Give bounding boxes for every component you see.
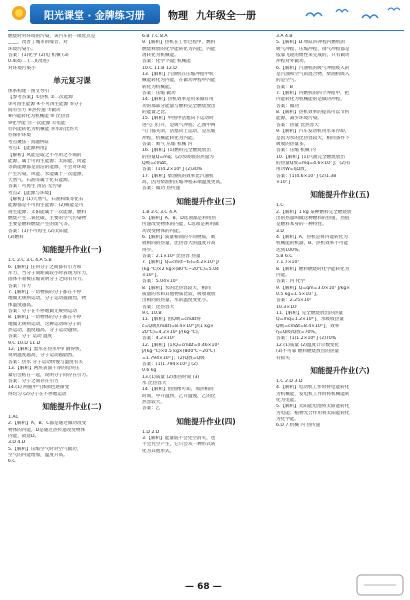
page-number: — 68 — bbox=[185, 582, 222, 592]
answer-line: 答案：做功 bbox=[276, 103, 299, 109]
answer-line: 气门都关闭，活塞向上运动，是压缩 bbox=[142, 129, 216, 135]
answer-line: 考点2 【能源与环境】 bbox=[8, 190, 54, 196]
answer-line: 5.【解析】压缩空气时对空气做功， bbox=[8, 446, 82, 452]
answer-line: 能源都是不可再生能源；(2)核能是可 bbox=[8, 203, 84, 209]
answer-line: 1.AC bbox=[8, 414, 19, 420]
answer-line: 答案：(1)1.794×10⁵ J (2) bbox=[142, 361, 198, 367]
answer-line: 燃烧释放的化学能转化为内能，内能 bbox=[142, 46, 216, 52]
answer-line: 6.【解析】质量相同的不同物质，吸 bbox=[142, 234, 216, 240]
answer-line: 是因为水的比热容较大，相同条件下 bbox=[276, 135, 350, 141]
answer-line: 7.【解析】内燃机的四个冲程中，把 bbox=[276, 91, 350, 97]
answer-stamp-icon bbox=[356, 574, 404, 596]
answer-line: 吸气冲程、压缩冲程、排气冲程都是 bbox=[276, 46, 350, 52]
answer-line: 达到100%。 bbox=[276, 247, 303, 253]
answer-line: 【参考答案】①热机 ②二次能源 bbox=[8, 95, 73, 101]
series-title: 阳光课堂 · 金牌练习册 bbox=[44, 11, 145, 22]
answer-line: 3.A 4.B bbox=[276, 34, 293, 39]
answer-line: 9.【解析】Q=qm=3.0×10⁷ J/kg× bbox=[276, 285, 351, 291]
answer-line: 依靠飞轮的惯性来完成的，只有做功 bbox=[276, 53, 350, 59]
answer-line: 6.B 7.C 8.A bbox=[142, 34, 168, 39]
answer-line: 8.【解析】一切物体的分子都在不停 bbox=[8, 315, 82, 321]
answer-line: 13.【解析】两块表面干净的铅块压 bbox=[8, 366, 80, 372]
answer-line: 产生污染。风能、水能属于一次能源， bbox=[8, 171, 87, 177]
answer-line: =1.794×10⁵ J；(2)Q放=Q吸 bbox=[142, 355, 205, 361]
sun-logo-icon bbox=[8, 2, 30, 24]
answer-line: 斥力，当分子间距离较小时表现为斥力， bbox=[8, 271, 91, 276]
section-title: 知能提升作业(四) bbox=[176, 416, 236, 426]
grade-label: 九年级全一册 bbox=[196, 11, 256, 22]
answer-line: 答案：热水 分子运动快慢与温度有关 bbox=[8, 359, 83, 365]
answer-line: 化为其他形式。 bbox=[142, 448, 175, 454]
answer-line: 吸收的热量多。 bbox=[276, 141, 309, 147]
section-title: 知能提升作业(三) bbox=[176, 196, 236, 206]
answer-line: 2.【解析】1 kg 某种燃料完全燃烧放 bbox=[276, 209, 352, 215]
answer-line: 答案：压缩 机械 内 bbox=[276, 148, 316, 154]
answer-line: 12.【解析】墨水在热水中扩散得快， bbox=[8, 347, 85, 353]
answer-line: 4.【解析】电动机工作时将电能转化 bbox=[276, 385, 350, 391]
answer-line: 再转化为机械能。 bbox=[142, 53, 179, 59]
answer-line: 答案：分子 运动 温度 bbox=[8, 334, 53, 340]
answer-line: 地做无规则运动，这种运动叫分子的 bbox=[8, 321, 82, 327]
answer-column-1 bbox=[8, 34, 136, 578]
answer-column-2 bbox=[142, 34, 270, 578]
answer-column-3 bbox=[276, 34, 404, 578]
answer-line: 为电能；植物光合作用将太阳能转化 bbox=[276, 410, 350, 416]
answer-line: 8.【解析】水的比热容较大，相同 bbox=[142, 285, 211, 291]
answer-line: 0.5 kg=1.5×10⁷ J。 bbox=[276, 292, 321, 298]
answer-line: 内能，故选D。 bbox=[8, 433, 40, 439]
answer-line: 8.【解析】热机效率的提高可以节约 bbox=[276, 110, 350, 116]
answer-line: 高，因为柴油机压缩冲程末端温度更高。 bbox=[142, 179, 225, 185]
answer-line: 内能。 bbox=[276, 273, 290, 279]
answer-line: 地做无规则运动，分子运动越剧烈，物 bbox=[8, 296, 87, 302]
answer-line: 15.【解析】甲图中活塞向下运动时 bbox=[142, 116, 214, 122]
answer-line: (kg·℃)×2 kg×(80℃−20℃)=5.04 bbox=[142, 266, 219, 272]
answer-line: 答案：乙 bbox=[142, 406, 161, 412]
answer-line: 20℃)=4.2×10³ J/(kg·℃)。 bbox=[142, 330, 203, 336]
answer-line: 答案：(1)化学 (2)电 机械 (3) bbox=[8, 53, 69, 59]
answer-line: 答案：(1)4.6×10⁷ J (2)1.38 bbox=[276, 173, 337, 179]
answer-line: 7.1.7×10⁷ bbox=[276, 260, 300, 266]
answer-line: 间有引力 ⑥热传递 ⑦做功 bbox=[8, 108, 61, 114]
answer-line: 1.D 2.D bbox=[142, 429, 160, 435]
answer-line: ×10⁷ J bbox=[276, 179, 291, 185]
answer-line: 2.【解析】A、B、C都是通过做功改变 bbox=[8, 421, 87, 427]
answer-line: 16.【解析】(1)燃料完全燃烧放出 bbox=[142, 148, 211, 154]
answer-line: 空气的内能增加，温度升高。 bbox=[8, 452, 68, 458]
answer-line: 10.3×10⁷ bbox=[276, 304, 298, 310]
section-title: 知能提升作业(六) bbox=[310, 365, 370, 375]
answer-line: 5.【解析】A、B、D选项都是利用热 bbox=[142, 215, 216, 221]
answer-line: 10.C 11.B 12.D bbox=[142, 65, 177, 71]
answer-line: 固体不易被压缩说明分子之间有斥力。 bbox=[8, 277, 87, 283]
answer-line: 0.4(4)二 (二)(改进) bbox=[8, 59, 49, 65]
answer-line: 功改变物体的内能。 bbox=[142, 228, 184, 234]
answer-line: 答案：(1)不可再生 (2)太阳能 bbox=[8, 228, 69, 234]
answer-line: 主要是燃料燃烧产生的废气等。 bbox=[8, 222, 73, 228]
answer-line: 0.6 kg bbox=[142, 368, 157, 374]
answer-line: (3)燃料 bbox=[8, 234, 24, 240]
answer-line: 出相同的热量，水的温度变化小。 bbox=[142, 298, 211, 304]
answer-line: 功的那部分能量与燃料完全燃烧放出 bbox=[142, 103, 216, 109]
section-title: 知能提升作业(二) bbox=[42, 401, 102, 411]
answer-line: 出的热量叫做这种燃料的热值，热值 bbox=[276, 215, 350, 221]
answer-line: 答案：(1)1.2×10⁶ J (2)70% bbox=[276, 336, 337, 342]
answer-line: 11.【解析】由Q吸=cmΔt得 bbox=[142, 317, 201, 323]
answer-line: 冲程，机械能转化为内能。 bbox=[142, 135, 198, 141]
answer-line: ×10⁵ J。 bbox=[142, 273, 161, 279]
answer-line: Q=mq=1.2×10⁶ J，水吸收热量 bbox=[276, 317, 344, 323]
answer-line: 能源，属于可再生能源；太阳能、风能 bbox=[8, 158, 87, 164]
answer-line: 的热量Q放=mq=4.6×10⁷ J；(2)有 bbox=[276, 160, 351, 166]
answer-line: ⑬内能转化为机械能 ⑭水的比热大 bbox=[8, 127, 79, 133]
section-title: 知能提升作业(五) bbox=[310, 190, 370, 200]
answer-line: 对环境污染小 bbox=[8, 65, 36, 71]
answer-line: 9.C 10.B bbox=[142, 311, 162, 317]
answer-line: 14.【解析】由图像可知，加热相同 bbox=[142, 387, 214, 393]
answer-line: 6.【解析】任何分子之间都有引力和 bbox=[8, 264, 82, 270]
answer-line: 水 比热容大 bbox=[142, 380, 167, 386]
answer-line: 收相同的热量，比热容大的温度升高 bbox=[142, 241, 216, 247]
answer-line: 为机械能，发电机工作时将机械能转 bbox=[276, 391, 350, 397]
answer-line: 等新能源都是清洁的能源，不会对环境 bbox=[8, 165, 87, 171]
answer-line: 再生能源；太阳能属于一次能源，燃料 bbox=[8, 209, 87, 215]
header-rule bbox=[8, 30, 404, 31]
answer-line: 时间，甲升温快，乙升温慢，乙的比 bbox=[142, 393, 216, 399]
answer-line: 8.【解析】燃料燃烧时化学能转化为 bbox=[276, 266, 350, 272]
answer-line: Q吸=cmΔt=8.4×10⁵ J，效率 bbox=[276, 323, 340, 329]
answer-line: 考点聚焦 · 真题例证 bbox=[8, 139, 50, 145]
answer-line: 9.【解析】热机在工作过程中，燃料 bbox=[142, 40, 216, 46]
answer-line: 冲程对外做功。 bbox=[276, 59, 309, 65]
answer-line: 10.【解析】(1)汽油完全燃烧放出 bbox=[276, 154, 345, 160]
answer-line: 为化学能。 bbox=[276, 416, 299, 422]
answer-line: 机械能的机器，B、热机效率不可能 bbox=[276, 241, 349, 247]
answer-line: 答案：压缩 做功 bbox=[142, 91, 176, 97]
page-header bbox=[0, 0, 410, 30]
answer-line: 的能量之比。 bbox=[142, 110, 170, 116]
answer-line: ⑧内能转化为机械能 ⑨ 比热容 bbox=[8, 114, 70, 120]
answer-line: 9.【解析】汽车发动机用水来冷却， bbox=[276, 129, 350, 135]
answer-line: 7.【解析】Q=cm(t−t₀)=4.2×10³ J/ bbox=[142, 260, 220, 266]
answer-line: 答案：5.04×10⁵ bbox=[142, 279, 178, 285]
answer-line: 5.B 6.C bbox=[276, 254, 293, 259]
answer-line: 转化为机械能。 bbox=[142, 84, 175, 90]
answer-line: 体温度越高。 bbox=[8, 302, 36, 308]
answer-line: 1.C bbox=[276, 203, 284, 209]
answer-line: 1.C 2.D 3.D bbox=[276, 378, 303, 384]
answer-line: 6.C bbox=[8, 459, 16, 465]
answer-line: 9.C 10.D 11.D bbox=[8, 340, 41, 346]
answer-line: 是汽油和空气的混合物，柴油机吸入 bbox=[276, 72, 350, 78]
answer-line: 是燃料本身的一种特性。 bbox=[276, 222, 327, 228]
answer-line: 燃烧产生二氧化碳，主要的空气污染物 bbox=[8, 215, 87, 221]
answer-line: 7.【解析】一切物质的分子都在不停 bbox=[8, 290, 82, 296]
answer-line: 内能转化为机械能的是做功冲程。 bbox=[276, 97, 345, 103]
answer-line: 用功W=ηQ放。 bbox=[276, 167, 310, 173]
answer-line: 答案：B bbox=[276, 84, 293, 90]
answer-line: 答案：化学 内能 机械能 bbox=[142, 59, 191, 65]
answer-line: 得均匀 (2)分子在不停地运动 bbox=[8, 391, 67, 397]
answer-line: 3.D bbox=[276, 228, 284, 234]
answer-line: 答案：可再生 清洁 无污染 bbox=[8, 184, 62, 190]
answer-line: 3.【解析】能量既不会凭空消失，也 bbox=[142, 435, 216, 441]
answer-line: 的热量Q=mq；(2)水吸收的热量为 bbox=[142, 154, 214, 160]
answer-line: 答案：分子之间存在引力 bbox=[8, 378, 59, 384]
answer-line: η=Q吸/Q放=70%。 bbox=[276, 330, 320, 336]
answer-line: 进气门打开，是吸气冲程；乙图中两 bbox=[142, 122, 216, 128]
answer-line: 答案：斥力 bbox=[8, 283, 31, 289]
birds-decoration-icon bbox=[296, 2, 406, 26]
answer-line: 热运动，温度越高，分子运动越快。 bbox=[8, 328, 82, 334]
subject-label: 物理 bbox=[168, 11, 188, 22]
answer-line: 答案：热量 比热容大 bbox=[276, 122, 319, 128]
section-title: 知能提升作业(一) bbox=[42, 245, 102, 255]
answer-line: 答案：吸气 压缩 机械 内 bbox=[142, 141, 193, 147]
answer-line: 3.D 4.D bbox=[8, 440, 26, 446]
answer-line: 5.【解析】太阳能电池将太阳能转化 bbox=[276, 404, 350, 410]
answer-line: 答案：做功 热传递 bbox=[142, 186, 181, 192]
answer-line: 5.【解析】D.单缸四冲程内燃机的 bbox=[276, 40, 346, 46]
answer-line: ⑮保护环境 bbox=[8, 133, 31, 139]
answer-line: 答案：(1)4.2×10⁶ J (2)30% bbox=[142, 167, 203, 173]
answer-line: 17.【解析】柴油机的效率比汽油机 bbox=[142, 173, 214, 179]
answer-line: 答案：2.1×10³ 比热容 热量 bbox=[142, 254, 201, 259]
answer-line: 的是空气。 bbox=[276, 78, 299, 84]
answer-line: 6.【解析】汽油机的吸气冲程吸入的 bbox=[276, 65, 350, 71]
answer-line: 不会凭空产生，它只会从一种形式转 bbox=[142, 442, 216, 448]
section-title: 单元复习课 bbox=[53, 76, 91, 86]
answer-line: 12.(1)质量 (2)温度计示数变化 bbox=[276, 342, 340, 348]
answer-line: 6.D 7.机械 内 热传递 bbox=[276, 423, 321, 429]
answer-line: 1.B 2.C 3.C 4.A bbox=[142, 209, 177, 215]
answer-line: 11.【解析】完全燃烧放出的热量 bbox=[276, 311, 344, 317]
answer-line: 体系构建 · 图文导引 bbox=[8, 89, 50, 95]
answer-line: 答案：分子在不停地做无规则运动 bbox=[8, 309, 77, 315]
answer-line: 14.(1) 两瓶中气体颜色逐渐变 bbox=[8, 385, 70, 391]
answer-line: 械能转化为内能，在做功冲程中内能 bbox=[142, 78, 216, 84]
answer-line: 化为电能。 bbox=[276, 397, 299, 403]
answer-line: 天然气、石油等属于化石能源。 bbox=[8, 177, 73, 183]
answer-line: 物体的内能，D是通过热传递改变物体 bbox=[8, 427, 86, 433]
answer-line: 燃烧时对环境的污染，该汽车的一项优点是 bbox=[8, 34, 96, 39]
answer-line: ⑩化学能 ⑪一次能源 ⑫电能 bbox=[8, 120, 66, 126]
answer-line: 13.(1)质量 (2)加热时间 (3) bbox=[142, 374, 200, 380]
answer-line: 1.C 2.C 3.C 4.A 5.B bbox=[8, 258, 52, 264]
answer-line: (3)不可靠 燃料燃烧放出的热量 bbox=[276, 349, 340, 355]
answer-line: 得少。 bbox=[142, 247, 156, 253]
answer-line: 考点1 【能源利用】 bbox=[8, 146, 50, 152]
answer-line: 【解析】风能是取之不尽用之不竭的 bbox=[8, 152, 82, 158]
answer-line: c=Q吸/(mΔt)=8.4×10⁴ J/(1 kg× bbox=[142, 323, 214, 329]
answer-line: Q吸=cmΔt。 bbox=[142, 160, 171, 166]
answer-line: 说明温度越高，分子运动越剧烈。 bbox=[8, 353, 77, 359]
answer-line: 答案：比热容大 bbox=[142, 304, 175, 310]
answer-line: 答案：内 化学 bbox=[276, 279, 306, 285]
answer-line: 12.【解析】(1)Q=cmΔt=0.46×10³ bbox=[142, 342, 220, 348]
answer-line: 热容较大。 bbox=[142, 399, 165, 405]
answer-line: 4.【解析】A、热机是将内能转化为 bbox=[276, 234, 348, 240]
answer-line: 14.【解析】热机效率是用来做有用 bbox=[142, 97, 214, 103]
answer-line: 答案：2.25×10⁷ bbox=[276, 298, 312, 304]
answer-line: J/(kg·℃)×0.5 kg×(800℃−20℃) bbox=[142, 349, 216, 355]
answer-line: 【解析】(1)天然气、石油和煤等化石 bbox=[8, 196, 84, 202]
answer-line: 有损失 bbox=[276, 355, 290, 361]
answer-line: 环境污染小。 bbox=[8, 46, 36, 52]
answer-line: 质量的水和其他物质比较，吸收或放 bbox=[142, 292, 216, 298]
answer-line: 紧后会粘在一起，说明分子间存在引力。 bbox=[8, 372, 91, 378]
answer-line: ③可再生能源 ④不可再生能源 ⑤分子 bbox=[8, 101, 83, 107]
answer-line: 能源，减少环境污染。 bbox=[276, 116, 322, 122]
answer-line: 13.【解析】汽油机在压缩冲程中机 bbox=[142, 72, 214, 78]
answer-line: 传递改变物体的内能，C选项是利用做 bbox=[142, 222, 219, 228]
answer-line: ____，改善了城市的噪音，对 bbox=[8, 40, 68, 46]
answer-line: 答案：4.2×10³ bbox=[142, 336, 175, 342]
